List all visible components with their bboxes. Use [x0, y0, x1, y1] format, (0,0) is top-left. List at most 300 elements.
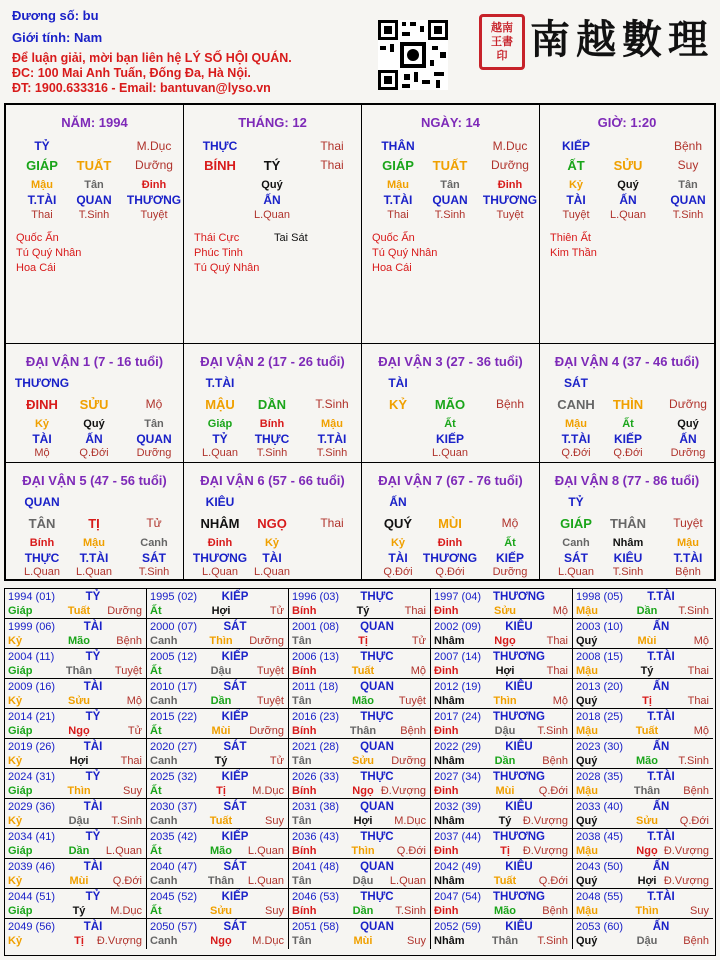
- year-god: THƯƠNG: [493, 591, 545, 603]
- hidden-stem: Quý: [83, 418, 105, 430]
- year-stem: Đinh: [434, 845, 459, 857]
- year-label: 2036 (43): [292, 831, 340, 843]
- daivan-god: THƯƠNG: [14, 376, 70, 390]
- year-cell: [431, 709, 573, 739]
- year-god: TÀI: [83, 921, 103, 933]
- year-branch: Dậu: [210, 665, 232, 677]
- year-god: KIÊU: [505, 741, 533, 753]
- year-stem: Canh: [150, 875, 178, 887]
- hidden-god: SÁT: [564, 551, 588, 565]
- year-god: QUAN: [360, 921, 394, 933]
- year-cell: [573, 589, 713, 619]
- star-name: Kim Thần: [550, 247, 597, 259]
- year-god: QUAN: [360, 861, 394, 873]
- year-label: 2047 (54): [434, 891, 482, 903]
- year-god: TÀI: [83, 801, 103, 813]
- year-stage: Bệnh: [542, 755, 568, 767]
- year-stem: Tân: [292, 935, 312, 947]
- year-branch: Thân: [491, 935, 519, 947]
- year-stage: Dưỡng: [107, 605, 142, 617]
- year-god: KIẾP: [221, 771, 249, 783]
- year-label: 2022 (29): [434, 741, 482, 753]
- hidden-god: T.TÀI: [79, 551, 109, 565]
- year-cell: [573, 769, 713, 799]
- daivan-pillar: MÃO: [434, 397, 466, 412]
- year-label: 1997 (04): [434, 591, 482, 603]
- hidden-god: T.TÀI: [27, 193, 57, 207]
- year-label: 2032 (39): [434, 801, 482, 813]
- daivan-title: ĐẠI VẬN 8 (77 - 86 tuổi): [554, 473, 700, 488]
- hidden-god: THƯƠNG: [482, 193, 538, 207]
- hidden-stem: Ất: [622, 418, 634, 430]
- contact-note: Để luận giải, mời bạn liên hệ LÝ SỐ HỘI QUÁN.: [12, 51, 292, 65]
- life-stage: L.Quan: [253, 209, 291, 221]
- life-stage: Q.Đới: [613, 447, 643, 459]
- year-god: TÀI: [83, 861, 103, 873]
- year-stage: L.Quan: [105, 845, 142, 857]
- daivan-title: ĐẠI VẬN 4 (37 - 46 tuổi): [554, 354, 700, 369]
- year-stage: M.Dục: [110, 905, 142, 917]
- year-god: T.TÀI: [647, 711, 675, 723]
- year-branch: Mão: [636, 755, 658, 767]
- daivan-god: SÁT: [564, 376, 588, 390]
- star-name: Tú Quý Nhân: [16, 247, 82, 259]
- life-stage: T.Sinh: [78, 209, 110, 221]
- year-stage: T.Sinh: [537, 725, 568, 737]
- life-stage: Tuyệt: [562, 209, 590, 221]
- year-stage: Thai: [120, 755, 142, 767]
- year-label: 2033 (40): [576, 801, 624, 813]
- life-stage: Q.Đới: [383, 566, 413, 578]
- year-label: 2035 (42): [150, 831, 198, 843]
- year-god: TỶ: [85, 591, 101, 603]
- year-label: 2007 (14): [434, 651, 482, 663]
- hidden-god: QUAN: [432, 193, 468, 207]
- year-branch: Mùi: [495, 785, 515, 797]
- year-branch: Thìn: [635, 905, 659, 917]
- year-stage: Tử: [411, 635, 426, 647]
- pillar-title: THÁNG: 12: [238, 115, 307, 130]
- year-stage: Đ.Vượng: [380, 785, 426, 797]
- hidden-stem: Đinh: [437, 537, 463, 549]
- year-stem: Bính: [292, 785, 317, 797]
- year-cell: [573, 919, 713, 949]
- year-stage: Suy: [265, 815, 284, 827]
- year-branch: Dậu: [636, 935, 658, 947]
- year-stage: L.Quan: [389, 875, 426, 887]
- year-branch: Tuất: [493, 875, 517, 887]
- ten-god: M.Dục: [136, 139, 172, 153]
- ten-god: Bệnh: [673, 139, 703, 153]
- year-cell: [289, 769, 431, 799]
- year-label: 2046 (53): [292, 891, 340, 903]
- year-stage: Đ.Vượng: [96, 935, 142, 947]
- year-branch: Thân: [349, 725, 377, 737]
- hidden-stem: Mậu: [565, 418, 587, 430]
- year-god: KIÊU: [505, 621, 533, 633]
- year-branch: Dần: [352, 905, 374, 917]
- hidden-god: KIẾP: [495, 551, 524, 565]
- year-god: QUAN: [360, 681, 394, 693]
- year-stage: Suy: [265, 905, 284, 917]
- year-stage: M.Dục: [394, 815, 426, 827]
- stem-branch: TUẤT: [76, 158, 112, 173]
- year-god: ẤN: [652, 861, 670, 873]
- daivan-cell-1: [6, 343, 184, 462]
- year-stage: Suy: [407, 935, 426, 947]
- year-branch: Dần: [210, 695, 232, 707]
- year-label: 2006 (13): [292, 651, 340, 663]
- year-god: KIÊU: [505, 801, 533, 813]
- year-branch: Mão: [210, 845, 232, 857]
- hidden-god: THƯƠNG: [192, 551, 248, 565]
- daivan-pillar: KỶ: [388, 397, 408, 412]
- year-cell: [573, 799, 713, 829]
- year-cell: [147, 649, 289, 679]
- daivan-cell-2: [184, 343, 362, 462]
- hidden-god: ẤN: [619, 193, 637, 207]
- year-branch: Dần: [636, 605, 658, 617]
- year-branch: Dậu: [68, 815, 90, 827]
- year-cell: [431, 679, 573, 709]
- hidden-stem: Bính: [29, 537, 55, 549]
- year-cell: [147, 919, 289, 949]
- year-stage: Đ.Vượng: [522, 845, 568, 857]
- hidden-stem: Ất: [504, 537, 516, 549]
- life-stage: Bệnh: [675, 566, 701, 578]
- life-stage: T.Sinh: [138, 566, 170, 578]
- year-stage: Đ.Vượng: [663, 845, 709, 857]
- star-name: Thái Cực: [194, 232, 240, 244]
- year-cell: [5, 799, 147, 829]
- year-label: 2031 (38): [292, 801, 340, 813]
- year-cell: [431, 889, 573, 919]
- daivan-title: ĐẠI VẬN 6 (57 - 66 tuổi): [200, 473, 345, 488]
- hidden-god: KIÊU: [613, 551, 643, 565]
- hidden-stem: Mậu: [677, 537, 699, 549]
- year-branch: Thìn: [209, 635, 233, 647]
- ten-god: M.Dục: [492, 139, 528, 153]
- hidden-stem: Mậu: [83, 537, 105, 549]
- year-cell: [431, 829, 573, 859]
- year-label: 2020 (27): [150, 741, 198, 753]
- life-stage: Q.Đới: [79, 447, 109, 459]
- life-stage: T.Sinh: [256, 447, 288, 459]
- year-branch: Sửu: [493, 605, 517, 617]
- year-god: ẤN: [652, 621, 670, 633]
- year-stem: Ất: [150, 845, 162, 857]
- pillar-3: [540, 105, 714, 343]
- year-stage: M.Dục: [252, 785, 284, 797]
- year-stem: Kỷ: [8, 635, 23, 647]
- year-label: 2050 (57): [150, 921, 198, 933]
- hidden-stem: Ất: [444, 418, 456, 430]
- star-name: Tai Sát: [274, 232, 308, 244]
- hidden-stem: Mậu: [321, 418, 343, 430]
- year-label: 2034 (41): [8, 831, 56, 843]
- year-cell: [5, 589, 147, 619]
- life-stage: T.Sinh: [672, 209, 704, 221]
- year-branch: Mùi: [211, 725, 231, 737]
- year-label: 2030 (37): [150, 801, 198, 813]
- hidden-god: THƯƠNG: [126, 193, 182, 207]
- year-label: 2013 (20): [576, 681, 624, 693]
- pillar-2: [362, 105, 540, 343]
- year-branch: Sửu: [635, 815, 659, 827]
- daivan-title: ĐẠI VẬN 5 (47 - 56 tuổi): [22, 473, 167, 488]
- year-branch: Dậu: [494, 725, 516, 737]
- life-stage: L.Quan: [201, 447, 239, 459]
- hidden-god: TÀI: [388, 551, 408, 565]
- year-stem: Bính: [292, 665, 317, 677]
- hidden-stem: Mậu: [31, 179, 53, 191]
- year-stem: Giáp: [8, 785, 33, 797]
- year-branch: Hợi: [211, 605, 231, 617]
- year-god: TỶ: [85, 651, 101, 663]
- year-cell: [147, 889, 289, 919]
- life-stage: Mộ: [34, 447, 50, 459]
- daivan-pillar: THÂN: [609, 516, 647, 531]
- year-stage: Bệnh: [683, 785, 709, 797]
- year-branch: Tị: [500, 845, 510, 857]
- year-stage: T.Sinh: [678, 755, 709, 767]
- year-god: THỰC: [360, 771, 394, 783]
- year-god: THƯƠNG: [493, 891, 545, 903]
- year-cell: [5, 889, 147, 919]
- daivan-pillar: Mộ: [145, 397, 163, 411]
- year-branch: Mùi: [637, 635, 657, 647]
- year-cell: [573, 709, 713, 739]
- year-branch: Ngọ: [210, 935, 232, 947]
- year-cell: [431, 769, 573, 799]
- year-branch: Tị: [358, 635, 368, 647]
- daivan-cell-5: [6, 462, 184, 581]
- year-branch: Tý: [498, 815, 512, 827]
- year-cell: [289, 919, 431, 949]
- year-cell: [573, 739, 713, 769]
- year-cell: [431, 619, 573, 649]
- star-name: Quốc Ấn: [372, 232, 415, 244]
- hidden-stem: Đinh: [497, 179, 523, 191]
- hidden-stem: Kỷ: [390, 537, 406, 549]
- year-cell: [5, 859, 147, 889]
- stem-branch: Suy: [677, 158, 699, 172]
- life-stage: Q.Đới: [435, 566, 465, 578]
- owner-name: Đương số: bu: [12, 8, 99, 23]
- year-cell: [147, 769, 289, 799]
- seal-logo: 越南 王書 印: [479, 14, 525, 70]
- year-stage: Mộ: [693, 725, 709, 737]
- life-stage: Dưỡng: [136, 447, 172, 459]
- daivan-pillar: Mộ: [501, 516, 519, 530]
- year-cell: [289, 739, 431, 769]
- year-label: 2002 (09): [434, 621, 482, 633]
- year-label: 2048 (55): [576, 891, 624, 903]
- year-god: T.TÀI: [647, 891, 675, 903]
- hidden-stem: Canh: [562, 537, 590, 549]
- year-stem: Giáp: [8, 725, 33, 737]
- year-god: TỶ: [85, 891, 101, 903]
- year-cell: [431, 739, 573, 769]
- hidden-stem: Bính: [259, 418, 285, 430]
- year-cell: [573, 679, 713, 709]
- year-cell: [289, 889, 431, 919]
- year-stem: Nhâm: [434, 635, 465, 647]
- year-branch: Tị: [74, 935, 84, 947]
- year-stage: Đ.Vượng: [522, 815, 568, 827]
- year-god: SÁT: [223, 681, 247, 693]
- year-god: TỶ: [85, 771, 101, 783]
- year-label: 2009 (16): [8, 681, 56, 693]
- star-name: Quốc Ấn: [16, 232, 59, 244]
- year-label: 1998 (05): [576, 591, 624, 603]
- pillar-title: NGÀY: 14: [421, 115, 480, 130]
- year-cell: [5, 649, 147, 679]
- year-stage: Q.Đới: [538, 875, 568, 887]
- year-stage: L.Quan: [247, 875, 284, 887]
- daivan-pillar: NHÂM: [200, 516, 240, 531]
- year-god: TỶ: [85, 831, 101, 843]
- year-branch: Ngọ: [352, 785, 374, 797]
- year-stem: Tân: [292, 695, 312, 707]
- year-stem: Quý: [576, 935, 598, 947]
- year-branch: Hợi: [495, 665, 515, 677]
- year-stage: Tử: [127, 725, 142, 737]
- star-name: Hoa Cái: [372, 262, 412, 274]
- stem-branch: GIÁP: [382, 158, 414, 173]
- year-label: 2017 (24): [434, 711, 482, 723]
- year-label: 1994 (01): [8, 591, 56, 603]
- daivan-god: KIÊU: [205, 495, 235, 509]
- year-stem: Mậu: [576, 725, 598, 737]
- hidden-god: TỶ: [212, 432, 228, 446]
- daivan-god: TÀI: [388, 376, 408, 390]
- hidden-god: THỰC: [24, 551, 60, 565]
- year-label: 2044 (51): [8, 891, 56, 903]
- daivan-pillar: T.Sinh: [315, 397, 349, 411]
- daivan-pillar: ĐINH: [26, 397, 58, 412]
- hidden-stem: Mậu: [387, 179, 409, 191]
- daivan-pillar: Tử: [146, 516, 162, 530]
- daivan-pillar: SỬU: [79, 397, 109, 412]
- daivan-cell-4: [540, 343, 714, 462]
- year-stem: Đinh: [434, 665, 459, 677]
- year-stage: Thai: [687, 695, 709, 707]
- daivan-cell-3: [362, 343, 540, 462]
- daivan-pillar: Bệnh: [495, 397, 525, 411]
- year-label: 2027 (34): [434, 771, 482, 783]
- year-stem: Canh: [150, 695, 178, 707]
- year-branch: Thìn: [67, 785, 91, 797]
- hidden-stem: Tân: [678, 179, 698, 191]
- year-stage: Bệnh: [683, 935, 709, 947]
- year-god: KIÊU: [505, 681, 533, 693]
- year-label: 2019 (26): [8, 741, 56, 753]
- daivan-pillar: Thai: [320, 516, 344, 530]
- year-god: ẤN: [652, 681, 670, 693]
- year-stem: Nhâm: [434, 755, 465, 767]
- year-cell: [147, 739, 289, 769]
- year-stem: Kỷ: [8, 935, 23, 947]
- year-god: THƯƠNG: [493, 711, 545, 723]
- stem-branch: TUẤT: [432, 158, 468, 173]
- daivan-god: TỶ: [568, 495, 584, 509]
- header: [0, 0, 720, 100]
- year-branch: Tuất: [67, 605, 91, 617]
- daivan-pillar: DẦN: [257, 397, 287, 412]
- year-label: 2049 (56): [8, 921, 56, 933]
- year-cell: [147, 859, 289, 889]
- annual-table: [4, 588, 716, 956]
- year-label: 2021 (28): [292, 741, 340, 753]
- year-stem: Tân: [292, 755, 312, 767]
- year-stem: Quý: [576, 635, 598, 647]
- ten-god: THỰC: [202, 139, 238, 153]
- year-label: 2052 (59): [434, 921, 482, 933]
- hidden-stem: Quý: [261, 179, 283, 191]
- year-branch: Ngọ: [494, 635, 516, 647]
- year-stage: T.Sinh: [537, 935, 568, 947]
- year-stage: Dưỡng: [391, 755, 426, 767]
- year-stage: Tuyệt: [256, 695, 284, 707]
- year-branch: Tý: [640, 665, 654, 677]
- year-cell: [5, 709, 147, 739]
- chart-grid: [4, 103, 716, 581]
- year-god: TỶ: [85, 711, 101, 723]
- year-stem: Tân: [292, 875, 312, 887]
- year-stem: Mậu: [576, 605, 598, 617]
- year-branch: Hợi: [637, 875, 657, 887]
- life-stage: T.Sinh: [612, 566, 644, 578]
- year-stem: Ất: [150, 665, 162, 677]
- year-label: 2038 (45): [576, 831, 624, 843]
- year-stem: Giáp: [8, 905, 33, 917]
- daivan-pillar: Dưỡng: [669, 397, 707, 411]
- daivan-god: T.TÀI: [205, 376, 235, 390]
- year-label: 2025 (32): [150, 771, 198, 783]
- year-god: T.TÀI: [647, 831, 675, 843]
- year-stage: Mộ: [126, 695, 142, 707]
- year-branch: Thìn: [351, 845, 375, 857]
- daivan-pillar: Tuyệt: [673, 516, 703, 530]
- year-label: 2008 (15): [576, 651, 624, 663]
- address: ĐC: 100 Mai Anh Tuấn, Đống Đa, Hà Nội.: [12, 66, 251, 80]
- year-stage: Mộ: [552, 695, 568, 707]
- year-god: T.TÀI: [647, 771, 675, 783]
- year-stem: Bính: [292, 725, 317, 737]
- year-cell: [573, 829, 713, 859]
- hidden-stem: Kỷ: [34, 418, 50, 430]
- year-cell: [289, 709, 431, 739]
- year-label: 2043 (50): [576, 861, 624, 873]
- hidden-god: T.TÀI: [673, 551, 703, 565]
- life-stage: Q.Đới: [561, 447, 591, 459]
- year-stage: Thai: [546, 635, 568, 647]
- year-god: THỰC: [360, 831, 394, 843]
- pillar-title: GIỜ: 1:20: [597, 115, 657, 130]
- hidden-god: QUAN: [136, 432, 172, 446]
- year-cell: [289, 799, 431, 829]
- year-branch: Thân: [65, 665, 93, 677]
- year-god: ẤN: [652, 741, 670, 753]
- year-god: KIÊU: [505, 921, 533, 933]
- year-branch: Tuất: [635, 725, 659, 737]
- year-label: 2051 (58): [292, 921, 340, 933]
- hidden-stem: Quý: [677, 418, 699, 430]
- year-stem: Kỷ: [8, 875, 23, 887]
- year-cell: [5, 739, 147, 769]
- gender: Giới tính: Nam: [12, 30, 103, 45]
